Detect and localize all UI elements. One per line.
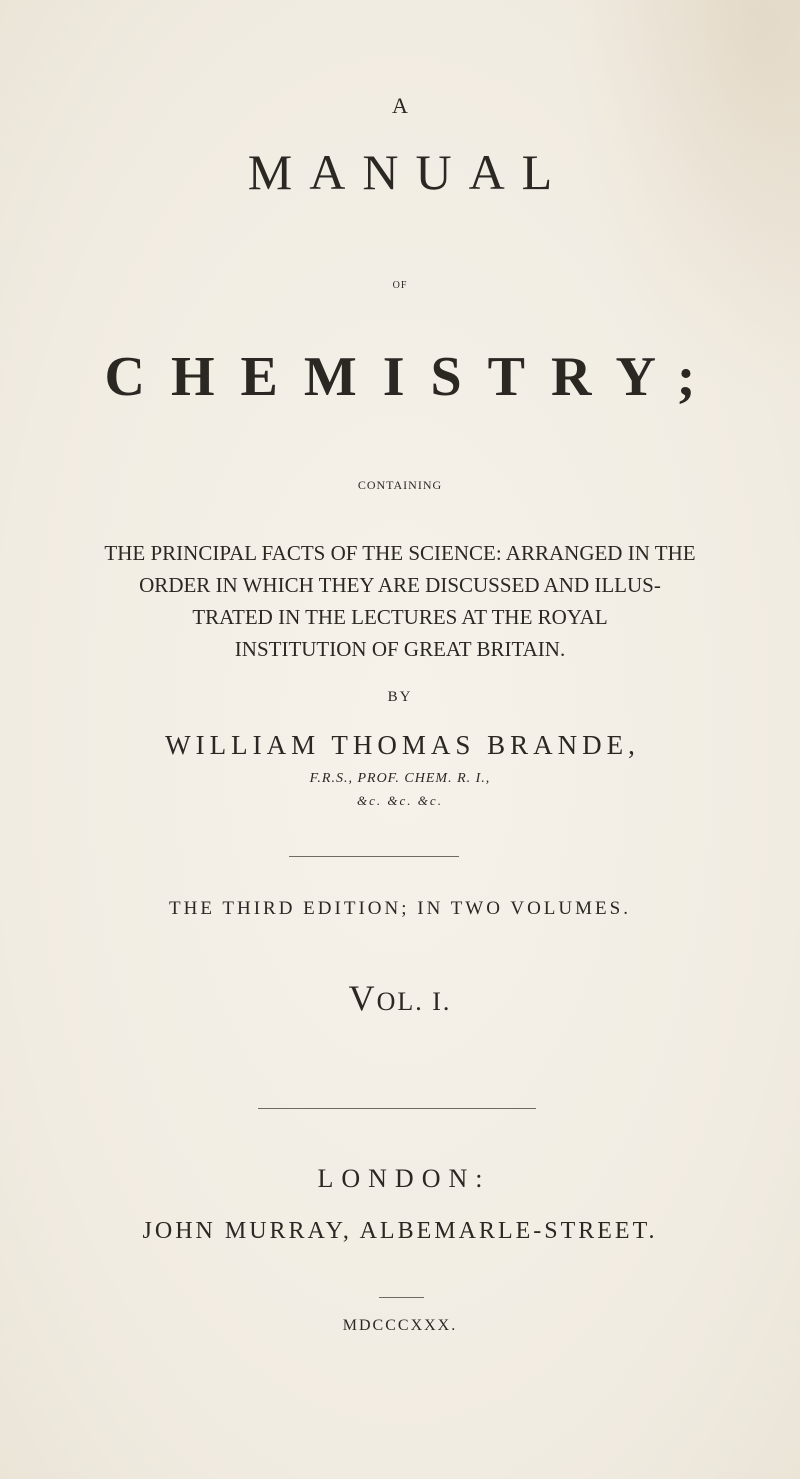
title-article: A [392,93,408,118]
volume-rest: OL. I. [376,987,452,1016]
author-credentials: F.R.S., PROF. CHEM. R. I., [309,771,491,786]
imprint-city: LONDON: [317,1164,491,1193]
description-line-4: INSTITUTION OF GREAT BRITAIN. [234,637,566,661]
description-line-3: TRATED IN THE LECTURES AT THE ROYAL [192,605,608,629]
containing-label: CONTAINING [357,478,443,492]
volume-initial: V [348,978,377,1018]
title-manual: MANUAL [247,144,570,200]
title-chemistry: CHEMISTRY; [104,346,722,408]
volume-label [0,977,800,1019]
author-name: WILLIAM THOMAS BRANDE, [165,730,640,760]
imprint-year: MDCCCXXX. [342,1317,458,1334]
description [0,537,800,665]
edition-statement: THE THIRD EDITION; IN TWO VOLUMES. [169,898,631,919]
description-line-1: THE PRINCIPAL FACTS OF THE SCIENCE: ARRANGED IN THE [104,541,696,565]
divider-rule-3 [379,1297,424,1298]
by-label: BY [387,689,413,705]
description-line-2: ORDER IN WHICH THEY ARE DISCUSSED AND ILLUS- [139,573,661,597]
imprint-publisher: JOHN MURRAY, ALBEMARLE-STREET. [142,1218,658,1244]
divider-rule-2 [258,1108,536,1109]
divider-rule-1 [289,856,459,857]
title-of: OF [392,280,408,291]
author-etc: &c. &c. &c. [357,793,443,808]
